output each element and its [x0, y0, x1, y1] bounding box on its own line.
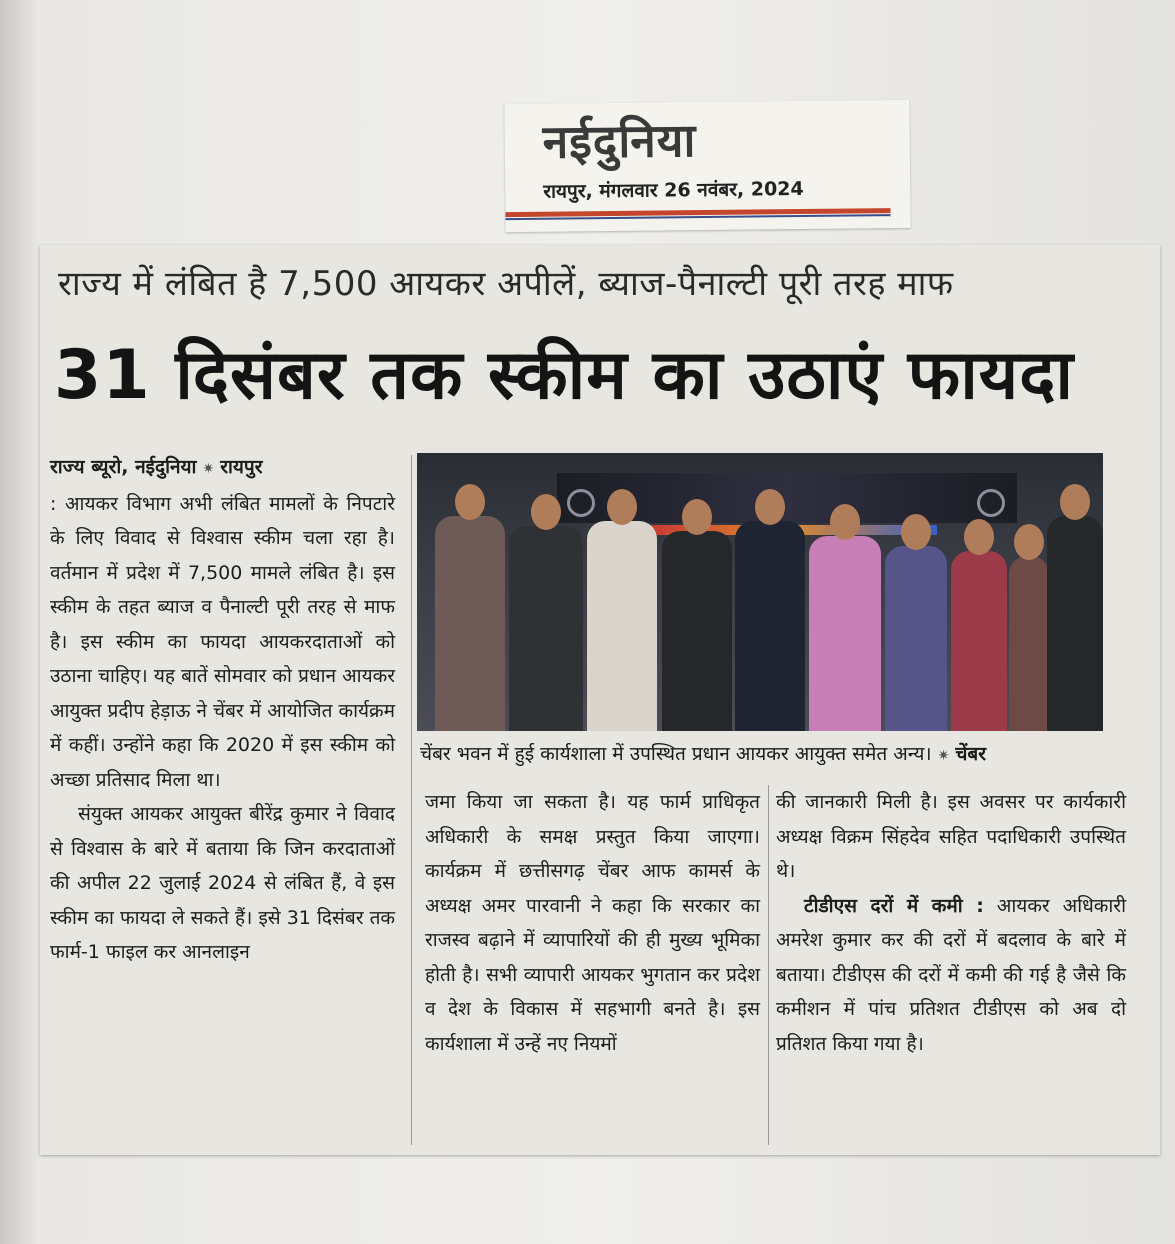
photo-caption: [420, 740, 1120, 766]
byline-place: रायपुर: [220, 456, 263, 478]
chamber-emblem-icon: [977, 489, 1005, 517]
paragraph: संयुक्त आयकर आयुक्त बीरेंद्र कुमार ने विवाद से विश्वास के बारे में बताया कि जिन करदाताओं की अपील 22 जुलाई 2024 से लंबित हैं, वे इस स्कीम का फायदा ले सकते हैं। इसे 31 दिसंबर तक फार्म-1 फाइल कर आनलाइन: [50, 803, 395, 963]
caption-separator-icon: ✷: [937, 748, 950, 764]
person-figure: [1009, 556, 1049, 731]
person-figure: [509, 526, 583, 731]
event-photo: [417, 453, 1103, 731]
article-column-2: [425, 785, 760, 1061]
paragraph-with-subhead: [776, 889, 1126, 1062]
dateline: रायपुर, मंगलवार 26 नवंबर, 2024: [543, 177, 804, 203]
photo-credit: चेंबर: [955, 743, 987, 765]
person-figure: [951, 551, 1007, 731]
column-divider: [411, 455, 412, 1145]
person-figure: [735, 521, 805, 731]
newspaper-masthead: [504, 100, 910, 232]
chamber-emblem-icon: [567, 489, 595, 517]
subhead: टीडीएस दरों में कमी :: [804, 894, 984, 917]
article-kicker: राज्य में लंबित है 7,500 आयकर अपीलें, ब्याज-पैनाल्टी पूरी तरह माफ: [58, 264, 954, 304]
caption-text: चेंबर भवन में हुई कार्यशाला में उपस्थित प्रधान आयकर आयुक्त समेत अन्य।: [420, 743, 932, 765]
newspaper-logo: नईदुनिया: [542, 113, 697, 169]
person-figure: [587, 521, 657, 731]
column-divider: [768, 785, 769, 1145]
paragraph-text: आयकर अधिकारी अमरेश कुमार कर की दरों में बदलाव के बारे में बताया। टीडीएस की दरों में कमी की गई है जैसे कि कमीशन में पांच प्रतिशत टीडीएस को अब दो प्रतिशत किया गया है।: [776, 894, 1127, 1055]
byline-bureau: राज्य ब्यूरो, नईदुनिया: [50, 456, 197, 478]
paragraph: की जानकारी मिली है। इस अवसर पर कार्यकारी अध्यक्ष विक्रम सिंहदेव सहित पदाधिकारी उपस्थित थे।: [776, 791, 1126, 882]
byline-separator-icon: ✷: [202, 461, 215, 477]
person-figure: [885, 546, 947, 731]
person-figure: [1047, 516, 1103, 731]
article-clipping: [40, 245, 1160, 1155]
article-column-3: [776, 785, 1126, 1061]
byline: [50, 450, 395, 487]
paragraph: जमा किया जा सकता है। यह फार्म प्राधिकृत अधिकारी के समक्ष प्रस्तुत किया जाएगा। कार्यक्रम में छत्तीसगढ़ चेंबर आफ कामर्स के अध्यक्ष अमर पारवानी ने कहा कि सरकार का राजस्व बढ़ाने में व्यापारियों की ही मुख्य भूमिका होती है। सभी व्यापारी आयकर भुगतान कर प्रदेश व देश के विकास में सहभागी बनते है। इस कार्यशाला में उन्हें नए नियमों: [425, 791, 760, 1055]
article-column-1: [50, 450, 395, 970]
paragraph: : आयकर विभाग अभी लंबित मामलों के निपटारे के लिए विवाद से विश्वास स्कीम चला रहा है। वर्तमान में प्रदेश में 7,500 मामले लंबित है। इस स्कीम के तहत ब्याज व पैनाल्टी पूरी तरह से माफ है। इस स्कीम का फायदा आयकरदाताओं को उठाना चाहिए। यह बातें सोमवार को प्रधान आयकर आयुक्त प्रदीप हेड़ाऊ ने चेंबर में आयोजित कार्यक्रम में कहीं। उन्होंने कहा कि 2020 में इस स्कीम को अच्छा प्रतिसाद मिला था।: [50, 492, 395, 791]
article-headline: 31 दिसंबर तक स्कीम का उठाएं फायदा: [54, 336, 1074, 415]
person-figure: [662, 531, 732, 731]
person-figure: [809, 536, 881, 731]
person-figure: [435, 516, 505, 731]
